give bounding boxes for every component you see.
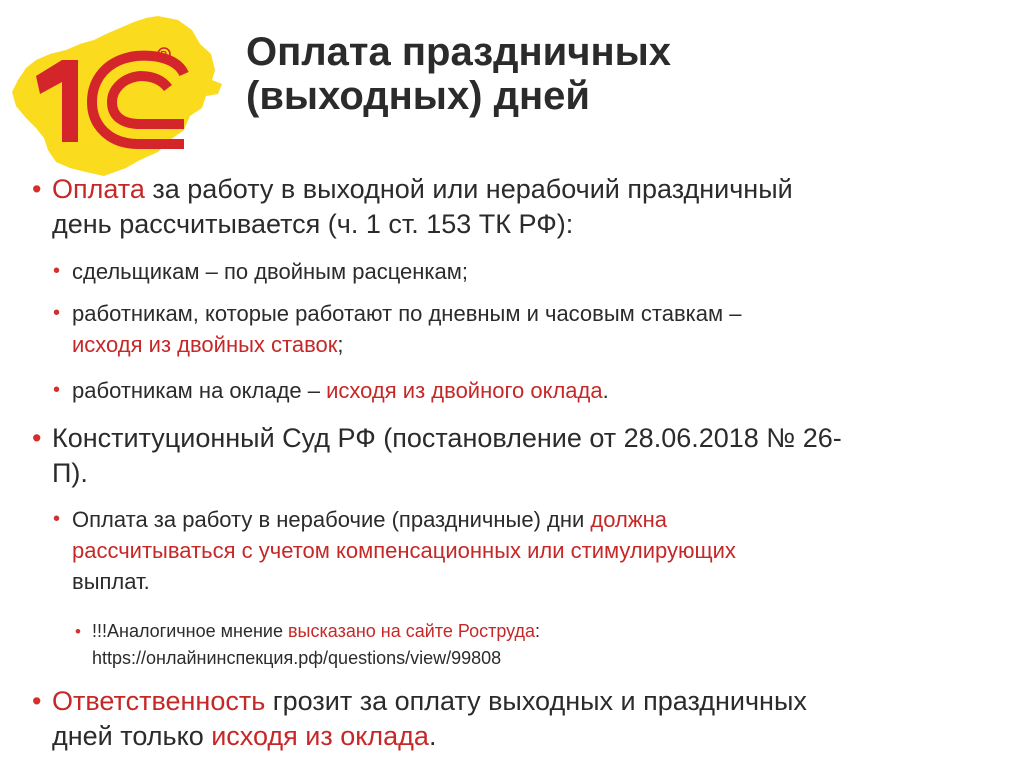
sub-bullet-ruling-text: Оплата за работу в нерабочие (праздничные) дни — [72, 507, 591, 532]
bullet-dot: • — [32, 686, 42, 716]
bullet-dot: • — [32, 423, 42, 453]
sub-bullet-court-ruling — [53, 504, 1012, 597]
sub-bullet-hourly-workers — [53, 298, 1012, 360]
sub-bullet-piece-workers-text: сдельщикам – по двойным расценкам; — [72, 259, 469, 284]
bullet-dot: • — [32, 174, 42, 204]
bullet-dot: • — [53, 379, 61, 401]
logo-registered-mark: R — [160, 49, 167, 60]
slide-title-line-2: (выходных) дней — [246, 74, 591, 118]
bullet-court-line2: П). — [52, 458, 88, 488]
bullet-payment-keyword: Оплата — [52, 174, 145, 204]
sub-bullet-ruling-red1: должна — [590, 507, 667, 532]
bullet-dot: • — [53, 260, 61, 282]
bullet-payment-rule — [32, 172, 1012, 242]
sub-bullet-ruling-red2: рассчитываться с учетом компенсационных или стимулирующих — [72, 538, 736, 563]
sub-sub-bullet-rostrud — [75, 618, 992, 672]
bullet-payment-text: за работу в выходной или нерабочий праздничный — [144, 174, 793, 204]
bullet-responsibility-end: . — [428, 721, 437, 751]
bullet-responsibility-red2: исходя из оклада — [211, 721, 429, 751]
bullet-responsibility-line2: дней только — [52, 721, 212, 751]
bullet-dot: • — [53, 302, 61, 324]
bullet-dot: • — [53, 508, 61, 530]
sub-sub-bullet-rostrud-text: !!!Аналогичное мнение — [92, 621, 288, 641]
bullet-dot: • — [75, 622, 81, 641]
sub-sub-bullet-rostrud-red: высказано на сайте Роструда — [287, 621, 536, 641]
sub-bullet-hourly-end: ; — [337, 332, 344, 357]
bullet-constitutional-court — [32, 421, 1012, 491]
sub-bullet-hourly-line1: работникам, которые работают по дневным и часовым ставкам – — [72, 301, 742, 326]
bullet-responsibility-text: грозит за оплату выходных и праздничных — [265, 686, 807, 716]
sub-bullet-piece-workers — [53, 256, 1012, 287]
bullet-responsibility-keyword: Ответственность — [52, 686, 266, 716]
slide-title-line-1: Оплата праздничных — [246, 30, 672, 74]
bullet-court-line1: Конституционный Суд РФ (постановление от 28.06.2018 № 26- — [52, 423, 842, 453]
sub-bullet-salaried-end: . — [602, 378, 609, 403]
sub-bullet-ruling-line3: выплат. — [72, 569, 150, 594]
rostrud-url: https://онлайнинспекция.рф/questions/view/99808 — [92, 648, 502, 668]
sub-sub-bullet-rostrud-end: : — [535, 621, 541, 641]
bullet-responsibility — [32, 684, 1012, 754]
sub-bullet-salaried-red: исходя из двойного оклада — [326, 378, 603, 403]
bullet-payment-line2: день рассчитывается (ч. 1 ст. 153 ТК РФ): — [52, 209, 574, 239]
sub-bullet-salaried-workers — [53, 375, 1012, 406]
sub-bullet-salaried-text: работникам на окладе – — [72, 378, 327, 403]
sub-bullet-hourly-red: исходя из двойных ставок — [72, 332, 338, 357]
